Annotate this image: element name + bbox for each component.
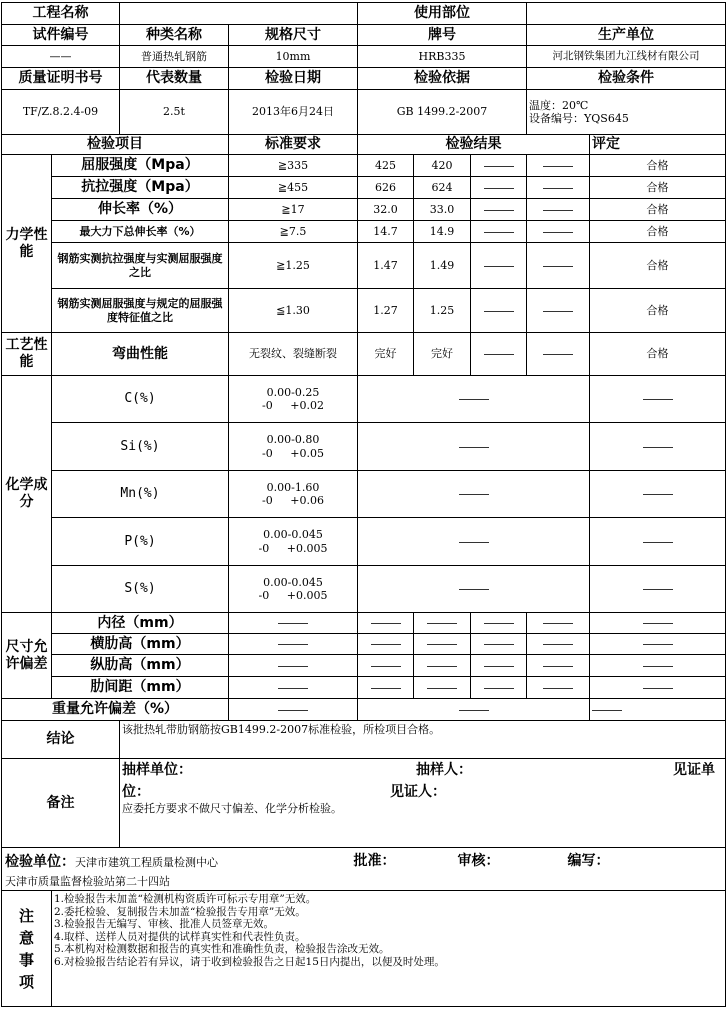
- empty-cell: [527, 289, 590, 333]
- sample-no-label: 试件编号: [2, 25, 120, 46]
- mech-result-6b: 1.25: [414, 289, 471, 333]
- chem-result-si: [358, 423, 590, 471]
- device-number: 设备编号：YQS645: [529, 112, 629, 125]
- chem-range: 0.00-0.80: [266, 433, 320, 447]
- mech-result-1a: 425: [358, 155, 414, 177]
- project-name-value: [120, 3, 358, 25]
- dimension-group: 尺寸允许偏差: [2, 613, 52, 699]
- empty-cell: [471, 199, 527, 221]
- date-label: 检验日期: [229, 68, 358, 90]
- empty-cell: [414, 613, 471, 634]
- spec-value: 10mm: [229, 46, 358, 68]
- empty-cell: [527, 155, 590, 177]
- col-result: 检验结果: [358, 135, 590, 155]
- brand-label: 牌号: [358, 25, 527, 46]
- empty-cell: [471, 655, 527, 677]
- empty-cell: [527, 677, 590, 699]
- mech-standard-1: ≧335: [229, 155, 358, 177]
- chem-standard-s: [229, 566, 358, 613]
- conditions-label: 检验条件: [527, 68, 726, 90]
- process-judge: 合格: [590, 333, 726, 376]
- table-row: [2, 333, 726, 376]
- table-row: [2, 221, 726, 243]
- remarks-cell: [120, 759, 726, 848]
- col-item: 检验项目: [2, 135, 229, 155]
- empty-cell: [471, 243, 527, 289]
- empty-cell: [229, 613, 358, 634]
- notice-item-5: 5.本机构对检测数据和报告的真实性和准确性负责，检验报告涂改无效。: [54, 943, 390, 956]
- dim-item-3: 纵肋高（mm）: [52, 655, 229, 677]
- empty-cell: [229, 699, 358, 721]
- witness-unit-label-part1: 见证单: [673, 762, 716, 778]
- tol-plus: +0.005: [286, 541, 328, 555]
- table-row: [2, 155, 726, 177]
- cert-label: 质量证明书号: [2, 68, 120, 90]
- dim-item-2: 横肋高（mm）: [52, 634, 229, 655]
- empty-cell: [414, 655, 471, 677]
- notice-label: [2, 891, 52, 1007]
- mech-result-1b: 420: [414, 155, 471, 177]
- conditions-value: [527, 90, 726, 135]
- tol-plus: +0.02: [290, 399, 324, 412]
- empty-cell: [229, 677, 358, 699]
- tol-minus: -0: [262, 446, 273, 460]
- mech-result-2a: 626: [358, 177, 414, 199]
- mech-judge-1: 合格: [590, 155, 726, 177]
- temperature: 温度：20℃: [529, 98, 589, 112]
- notice-label-text: 注意事项: [18, 906, 34, 991]
- chem-range: 0.00-1.60: [266, 480, 320, 494]
- empty-cell: [527, 613, 590, 634]
- dim-item-1: 内径（mm）: [52, 613, 229, 634]
- table-row: [2, 471, 726, 518]
- weight-result: [358, 699, 590, 721]
- empty-cell: [471, 289, 527, 333]
- table-row: [2, 199, 726, 221]
- mech-item-2: 抗拉强度（Mpa）: [52, 177, 229, 199]
- notice-item-1: 1.检验报告未加盖“检测机构资质许可标示专用章”无效。: [54, 893, 317, 905]
- chem-judge-si: [590, 423, 726, 471]
- remarks-note: 应委托方要求不做尺寸偏差、化学分析检验。: [122, 802, 342, 815]
- table-row: [2, 699, 726, 721]
- table-row: [2, 423, 726, 471]
- witness-unit-label-part2: 位：: [122, 784, 150, 800]
- chem-standard-si: [229, 423, 358, 471]
- notice-item-3: 3.检验报告无编写、审核、批准人员签章无效。: [54, 918, 275, 931]
- table-row: [2, 289, 726, 333]
- empty-cell: [471, 333, 527, 376]
- conclusion-label: 结论: [2, 721, 120, 759]
- empty-cell: [527, 199, 590, 221]
- mech-result-3a: 32.0: [358, 199, 414, 221]
- table-row: [2, 677, 726, 699]
- empty-cell: [358, 613, 414, 634]
- mech-result-6a: 1.27: [358, 289, 414, 333]
- agency-sub: 天津市质量监督检验站第二十四站: [2, 874, 726, 891]
- mech-standard-5: ≧1.25: [229, 243, 358, 289]
- mech-item-3: 伸长率（%）: [52, 199, 229, 221]
- mech-standard-2: ≧455: [229, 177, 358, 199]
- empty-cell: [471, 155, 527, 177]
- project-name-label: 工程名称: [2, 3, 120, 25]
- empty-cell: [358, 677, 414, 699]
- empty-cell: [471, 634, 527, 655]
- mech-judge-3: 合格: [590, 199, 726, 221]
- process-item: 弯曲性能: [52, 333, 229, 376]
- mech-item-1: 屈服强度（Mpa）: [52, 155, 229, 177]
- empty-cell: [358, 655, 414, 677]
- chem-range: 0.00-0.25: [266, 385, 320, 399]
- empty-cell: [358, 634, 414, 655]
- empty-cell: [590, 634, 726, 655]
- chem-standard-p: [229, 518, 358, 566]
- approve-label: 批准：: [353, 852, 396, 869]
- mech-result-5a: 1.47: [358, 243, 414, 289]
- chem-item-c: C(%): [52, 376, 229, 423]
- chem-item-mn: Mn(%): [52, 471, 229, 518]
- empty-cell: [471, 221, 527, 243]
- type-value: 普通热轧钢筋: [120, 46, 229, 68]
- mech-standard-6: ≦1.30: [229, 289, 358, 333]
- mech-judge-6: 合格: [590, 289, 726, 333]
- mech-result-2b: 624: [414, 177, 471, 199]
- spec-label: 规格尺寸: [229, 25, 358, 46]
- mech-item-4: 最大力下总伸长率（%）: [52, 221, 229, 243]
- agency-name: 天津市建筑工程质量检测中心: [75, 855, 218, 869]
- chem-result-c: [358, 376, 590, 423]
- process-result-a: 完好: [358, 333, 414, 376]
- dim-item-4: 肋间距（mm）: [52, 677, 229, 699]
- chem-tolerance: [231, 447, 355, 460]
- chem-judge-p: [590, 518, 726, 566]
- chem-tolerance: [231, 399, 355, 412]
- empty-cell: [527, 177, 590, 199]
- chem-item-s: S(%): [52, 566, 229, 613]
- process-result-b: 完好: [414, 333, 471, 376]
- table-row: [2, 566, 726, 613]
- date-value: 2013年6月24日: [229, 90, 358, 135]
- chem-judge-mn: [590, 471, 726, 518]
- brand-value: HRB335: [358, 46, 527, 68]
- mech-judge-4: 合格: [590, 221, 726, 243]
- chem-standard-mn: [229, 471, 358, 518]
- notice-list: [52, 891, 726, 1007]
- empty-cell: [229, 634, 358, 655]
- chem-tolerance: [231, 589, 355, 602]
- chemical-group: 化学成分: [2, 376, 52, 613]
- table-row: [2, 613, 726, 634]
- table-row: [2, 376, 726, 423]
- empty-cell: [229, 655, 358, 677]
- empty-cell: [527, 221, 590, 243]
- empty-cell: [527, 333, 590, 376]
- tol-plus: +0.005: [286, 589, 328, 602]
- usage-location-value: [527, 3, 726, 25]
- basis-value: GB 1499.2-2007: [358, 90, 527, 135]
- table-row: [2, 518, 726, 566]
- empty-cell: [590, 613, 726, 634]
- empty-cell: [590, 677, 726, 699]
- chem-result-p: [358, 518, 590, 566]
- weight-label: 重量允许偏差（%）: [2, 699, 229, 721]
- mech-result-3b: 33.0: [414, 199, 471, 221]
- mech-result-4a: 14.7: [358, 221, 414, 243]
- notice-item-4: 4.取样、送样人员对提供的试样真实性和代表性负责。: [54, 930, 306, 943]
- chem-standard-c: [229, 376, 358, 423]
- empty-cell: [471, 613, 527, 634]
- sampler-label: 抽样人：: [416, 762, 472, 778]
- mech-result-4b: 14.9: [414, 221, 471, 243]
- chem-judge-s: [590, 566, 726, 613]
- sample-no-value: ——: [2, 46, 120, 68]
- manufacturer-value: 河北钢铁集团九江线材有限公司: [527, 46, 726, 68]
- empty-cell: [527, 634, 590, 655]
- mech-item-5: 钢筋实测抗拉强度与实测屈服强度之比: [52, 243, 229, 289]
- empty-cell: [527, 243, 590, 289]
- sampling-unit-label: 抽样单位：: [122, 762, 192, 778]
- tol-minus: -0: [262, 494, 273, 507]
- chem-tolerance: [231, 542, 355, 555]
- table-row: [2, 177, 726, 199]
- chem-range: 0.00-0.045: [263, 575, 323, 589]
- tol-plus: +0.06: [290, 494, 324, 507]
- table-row: [2, 243, 726, 289]
- process-standard: 无裂纹、裂缝断裂: [229, 333, 358, 376]
- notice-item-6: 6.对检验报告结论若有异议，请于收到检验报告之日起15日内提出，以便及时处理。: [54, 955, 445, 968]
- chem-range: 0.00-0.045: [263, 528, 323, 542]
- witness-label: 见证人：: [390, 784, 446, 800]
- empty-cell: [471, 677, 527, 699]
- chem-item-si: Si(%): [52, 423, 229, 471]
- chem-tolerance: [231, 494, 355, 507]
- agency-label: 检验单位：: [5, 853, 75, 870]
- empty-cell: [414, 677, 471, 699]
- chem-result-mn: [358, 471, 590, 518]
- mech-standard-4: ≧7.5: [229, 221, 358, 243]
- usage-location-label: 使用部位: [358, 3, 527, 25]
- table-row: [2, 634, 726, 655]
- tol-plus: +0.05: [290, 446, 324, 460]
- empty-cell: [527, 655, 590, 677]
- mechanical-group: 力学性能: [2, 155, 52, 333]
- col-judgement: 评定: [590, 135, 726, 155]
- empty-cell: [471, 177, 527, 199]
- empty-cell: [590, 655, 726, 677]
- mech-judge-2: 合格: [590, 177, 726, 199]
- col-standard: 标准要求: [229, 135, 358, 155]
- table-row: [2, 655, 726, 677]
- process-group: 工艺性能: [2, 333, 52, 376]
- remarks-label: 备注: [2, 759, 120, 848]
- tol-minus: -0: [258, 589, 270, 602]
- quantity-value: 2.5t: [120, 90, 229, 135]
- basis-label: 检验依据: [358, 68, 527, 90]
- notice-item-2: 2.委托检验、复制报告未加盖“检验报告专用章”无效。: [54, 905, 306, 918]
- tol-minus: -0: [262, 399, 273, 412]
- cert-value: TF/Z.8.2.4-09: [2, 90, 120, 135]
- type-label: 种类名称: [120, 25, 229, 46]
- mech-item-6: 钢筋实测屈服强度与规定的屈服强度特征值之比: [52, 289, 229, 333]
- chem-item-p: P(%): [52, 518, 229, 566]
- chem-result-s: [358, 566, 590, 613]
- weight-judge: [590, 699, 726, 721]
- signature-row: [2, 848, 726, 874]
- review-label: 审核：: [457, 852, 500, 869]
- empty-cell: [414, 634, 471, 655]
- conclusion-text: 该批热轧带肋钢筋按GB1499.2-2007标准检验，所检项目合格。: [120, 721, 726, 759]
- manufacturer-label: 生产单位: [527, 25, 726, 46]
- tol-minus: -0: [258, 541, 270, 555]
- inspection-report-table: [1, 2, 726, 1007]
- quantity-label: 代表数量: [120, 68, 229, 90]
- mech-result-5b: 1.49: [414, 243, 471, 289]
- chem-judge-c: [590, 376, 726, 423]
- mech-standard-3: ≧17: [229, 199, 358, 221]
- compile-label: 编写：: [567, 852, 610, 869]
- mech-judge-5: 合格: [590, 243, 726, 289]
